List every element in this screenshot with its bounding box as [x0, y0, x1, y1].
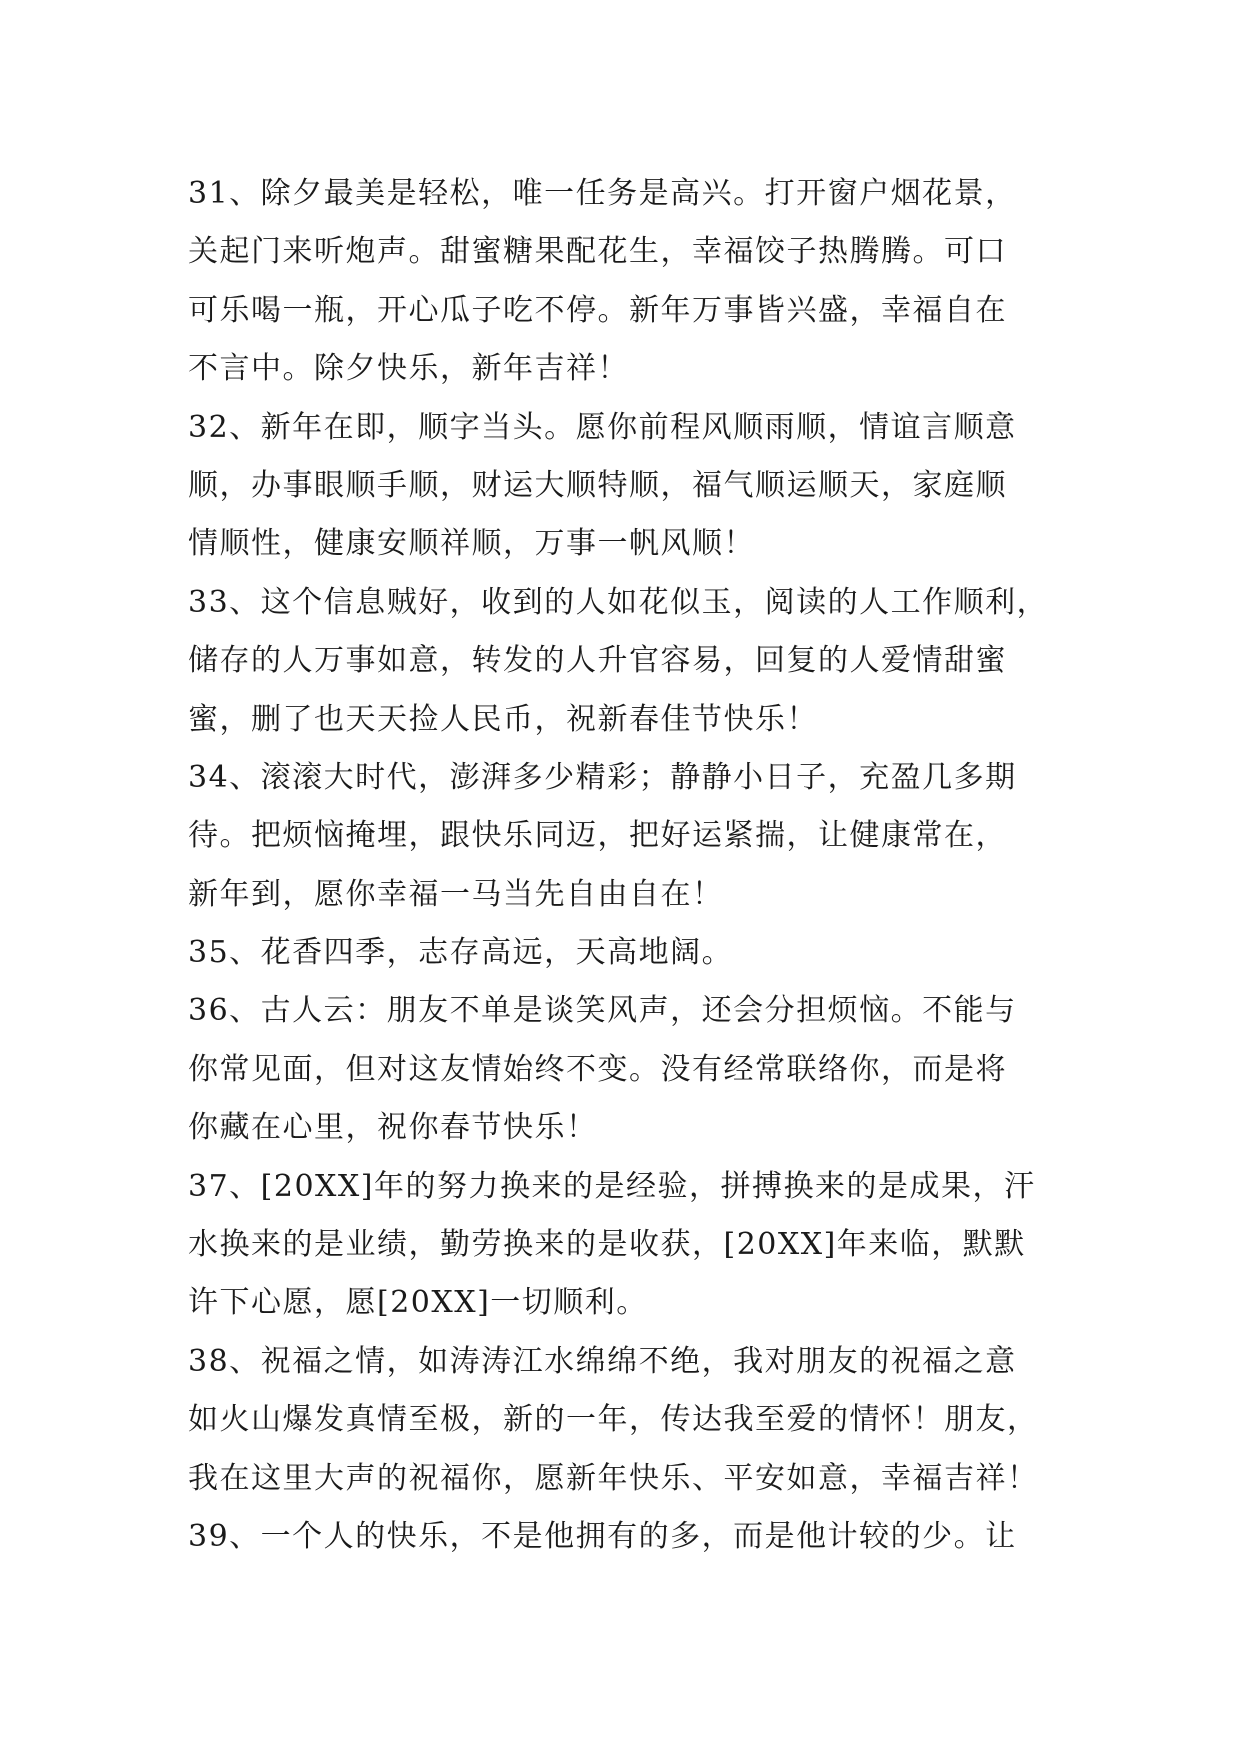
text-line-16: 你常见面，但对这友情始终不变。没有经常联络你，而是将 — [188, 1051, 1007, 1087]
text-line-5: 32、新年在即，顺字当头。愿你前程风顺雨顺，情谊言顺意 — [188, 409, 1017, 445]
text-line-24: 39、一个人的快乐，不是他拥有的多，而是他计较的少。让 — [188, 1518, 1017, 1554]
text-line-7: 情顺性，健康安顺祥顺，万事一帆风顺！ — [188, 526, 755, 562]
text-line-23: 我在这里大声的祝福你，愿新年快乐、平安如意，幸福吉祥！ — [188, 1460, 1039, 1496]
text-line-2: 关起门来听炮声。甜蜜糖果配花生，幸福饺子热腾腾。可口 — [188, 234, 1007, 270]
text-line-21: 38、祝福之情，如涛涛江水绵绵不绝，我对朋友的祝福之意 — [188, 1343, 1017, 1379]
text-line-3: 可乐喝一瓶，开心瓜子吃不停。新年万事皆兴盛，幸福自在 — [188, 292, 1007, 328]
text-line-19: 水换来的是业绩，勤劳换来的是收获，[20XX]年来临，默默 — [188, 1227, 1026, 1263]
text-line-4: 不言中。除夕快乐，新年吉祥！ — [188, 351, 629, 387]
text-line-8: 33、这个信息贼好，收到的人如花似玉，阅读的人工作顺利， — [188, 584, 1049, 620]
text-line-18: 37、[20XX]年的努力换来的是经验，拼搏换来的是成果，汗 — [188, 1168, 1036, 1204]
text-line-12: 待。把烦恼掩埋，跟快乐同迈，把好运紧揣，让健康常在， — [188, 818, 1007, 854]
text-line-15: 36、古人云：朋友不单是谈笑风声，还会分担烦恼。不能与 — [188, 993, 1017, 1029]
text-line-17: 你藏在心里，祝你春节快乐！ — [188, 1110, 598, 1146]
document-body — [188, 165, 1068, 1566]
text-line-22: 如火山爆发真情至极，新的一年，传达我至爱的情怀！朋友， — [188, 1402, 1039, 1438]
text-line-9: 储存的人万事如意，转发的人升官容易，回复的人爱情甜蜜 — [188, 643, 1007, 679]
text-line-6: 顺，办事眼顺手顺，财运大顺特顺，福气顺运顺天，家庭顺 — [188, 467, 1007, 503]
text-line-11: 34、滚滚大时代，澎湃多少精彩；静静小日子，充盈几多期 — [188, 759, 1017, 795]
text-line-13: 新年到，愿你幸福一马当先自由自在！ — [188, 876, 724, 912]
text-line-14: 35、花香四季，志存高远，天高地阔。 — [188, 935, 734, 971]
text-line-1: 31、除夕最美是轻松，唯一任务是高兴。打开窗户烟花景， — [188, 176, 1017, 211]
text-line-20: 许下心愿，愿[20XX]一切顺利。 — [188, 1285, 648, 1321]
text-line-10: 蜜，删了也天天捡人民币，祝新春佳节快乐！ — [188, 701, 818, 737]
